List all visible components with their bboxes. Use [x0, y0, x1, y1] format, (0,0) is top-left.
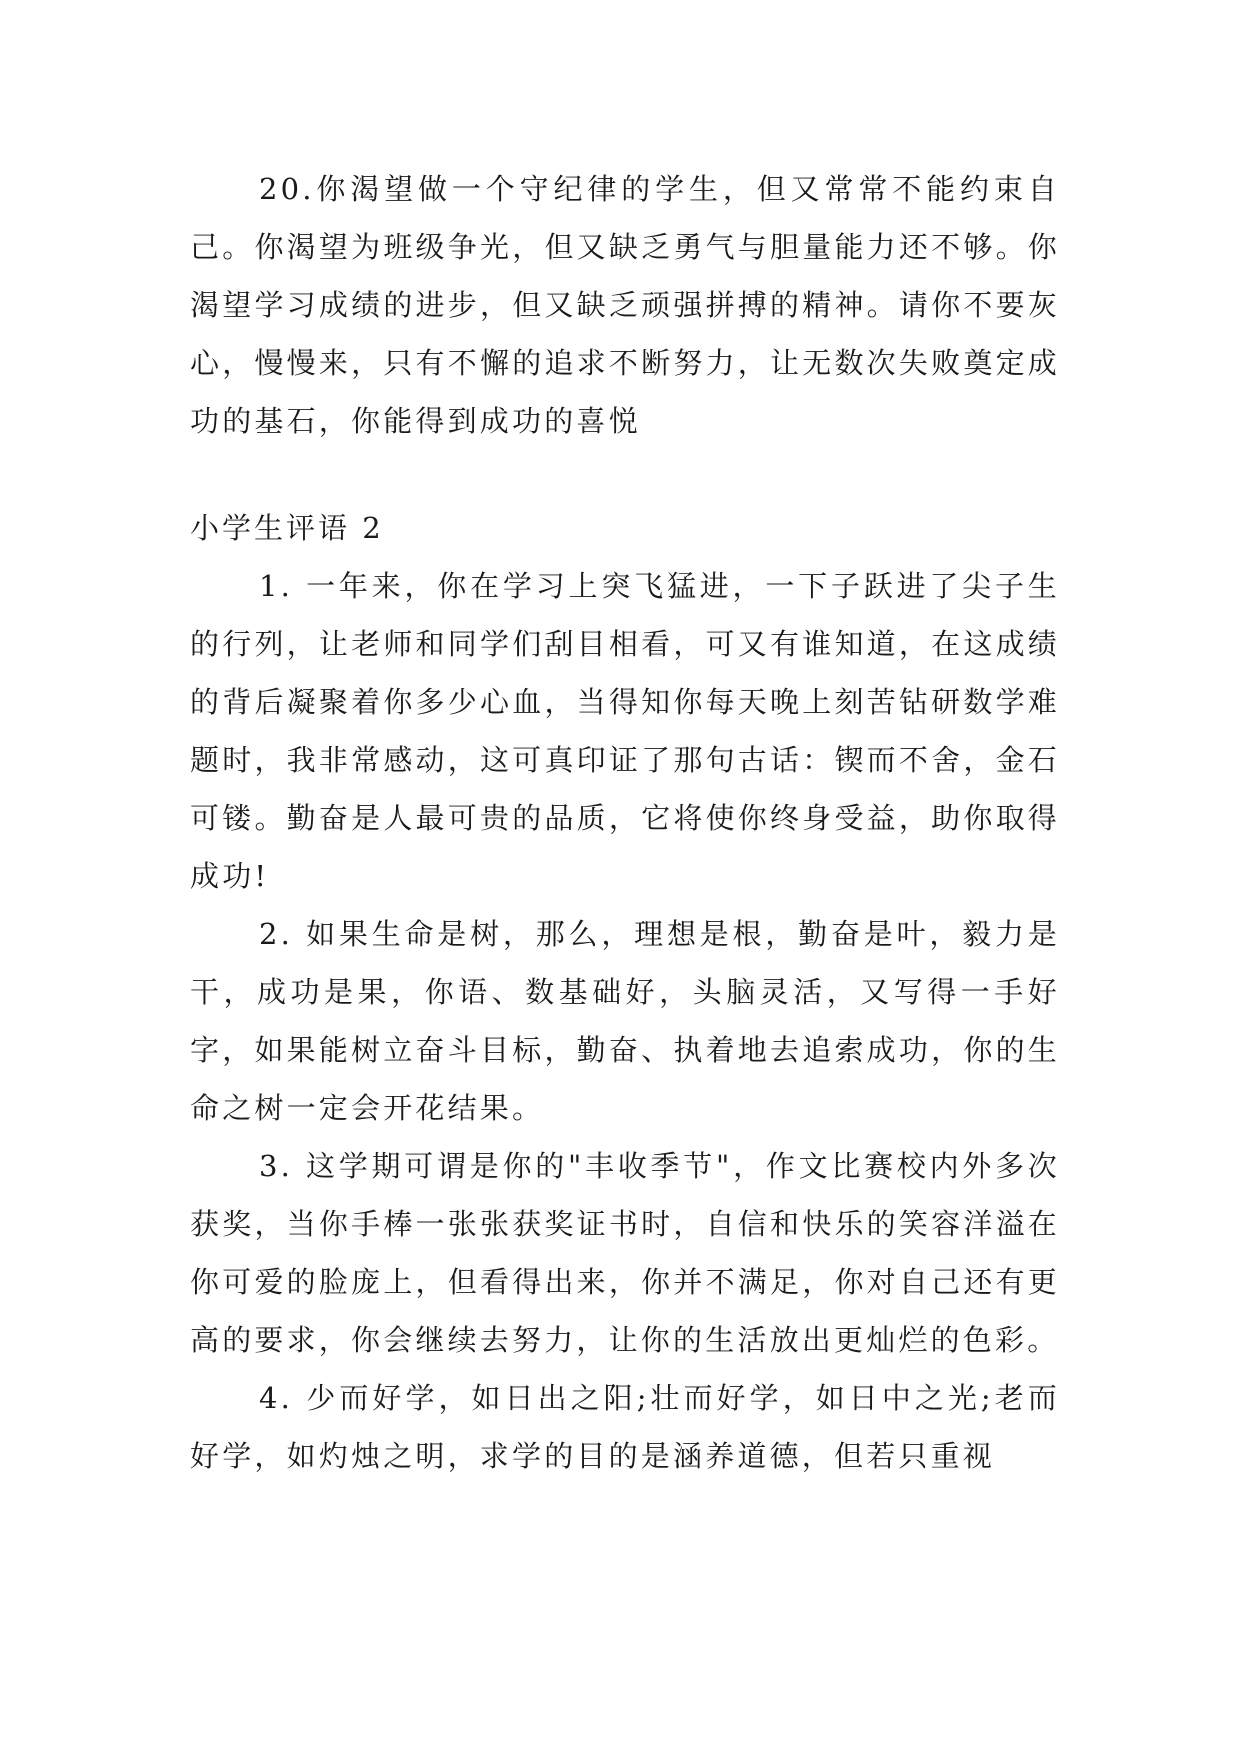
paragraph-3: 3. 这学期可谓是你的"丰收季节"，作文比赛校内外多次获奖，当你手棒一张张获奖证书时，自信和快乐的笑容洋溢在你可爱的脸庞上，但看得出来，你并不满足，你对自己还有更高的要求，你会继续去努力，让你的生活放出更灿烂的色彩。	[190, 1149, 1060, 1357]
section-heading: 小学生评语 2	[190, 511, 384, 545]
paragraph-20: 20.你渴望做一个守纪律的学生，但又常常不能约束自己。你渴望为班级争光，但又缺乏勇气与胆量能力还不够。你渴望学习成绩的进步，但又缺乏顽强拼搏的精神。请你不要灰心，慢慢来，只有不懈的追求不断努力，让无数次失败奠定成功的基石，你能得到成功的喜悦	[190, 172, 1060, 438]
paragraph-1: 1. 一年来，你在学习上突飞猛进，一下子跃进了尖子生的行列，让老师和同学们刮目相看，可又有谁知道，在这成绩的背后凝聚着你多少心血，当得知你每天晚上刻苦钻研数学难题时，我非常感动，这可真印证了那句古话：锲而不舍，金石可镂。勤奋是人最可贵的品质，它将使你终身受益，助你取得成功!	[190, 569, 1060, 893]
paragraph-4: 4. 少而好学，如日出之阳;壮而好学，如日中之光;老而好学，如灼烛之明，求学的目的是涵养道德，但若只重视	[190, 1381, 1060, 1473]
document-page	[190, 160, 1060, 1485]
paragraph-2: 2. 如果生命是树，那么，理想是根，勤奋是叶，毅力是干，成功是果，你语、数基础好，头脑灵活，又写得一手好字，如果能树立奋斗目标，勤奋、执着地去追索成功，你的生命之树一定会开花结果。	[190, 917, 1060, 1125]
